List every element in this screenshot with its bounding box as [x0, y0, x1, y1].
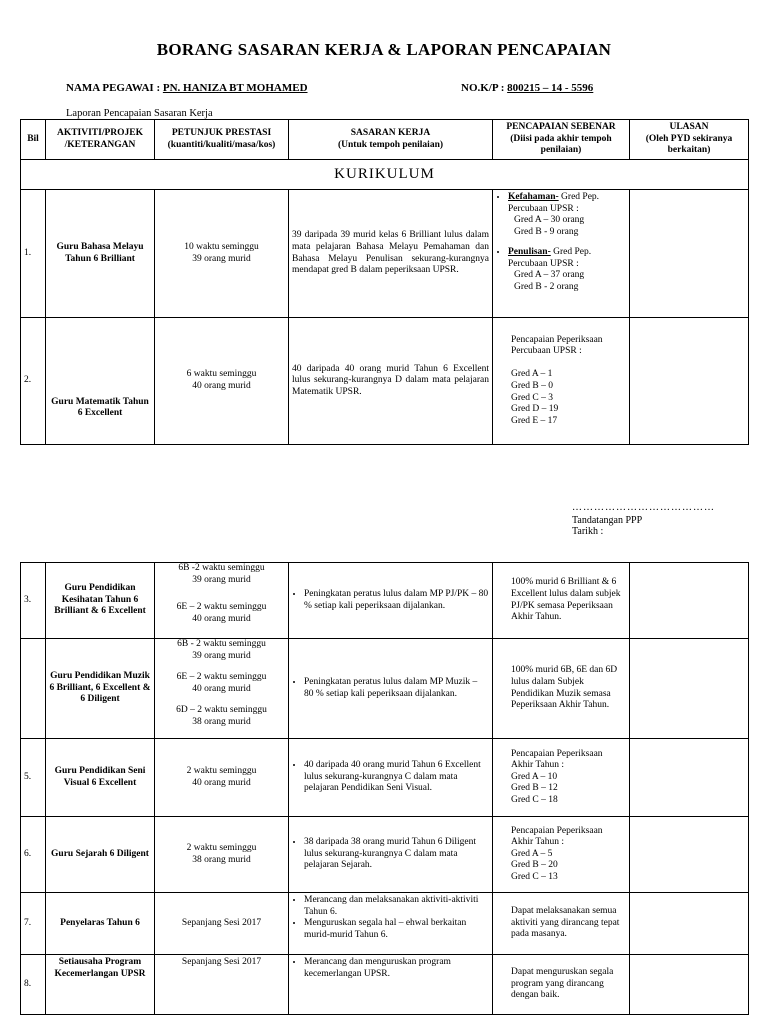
row6-p1b: 38 orang murid [192, 854, 251, 865]
row3-aktiviti: Guru Pendidikan Kesihatan Tahun 6 Brilliant & 6 Excellent [46, 563, 155, 639]
row5-p1: 2 waktu seminggu [186, 765, 257, 776]
row3-bil: 3. [21, 563, 46, 639]
row5-p-head: Pencapaian Peperiksaan Akhir Tahun : [511, 748, 603, 771]
row6-pencapaian [493, 817, 630, 893]
nokp [461, 82, 593, 94]
row6-grade-c: Gred C – 13 [511, 871, 558, 882]
table-row [21, 318, 749, 445]
header-sasaran-1: SASARAN KERJA [350, 127, 431, 138]
row5-bil: 5. [21, 739, 46, 817]
row7-sasaran [289, 893, 493, 955]
header-petunjuk [155, 120, 289, 160]
row2-petunjuk-1: 6 waktu seminggu [186, 369, 257, 380]
row5-pencapaian [493, 739, 630, 817]
row1-petunjuk-1: 10 waktu seminggu [184, 241, 259, 252]
header-row [21, 120, 749, 160]
row3-sasaran-item: • Peningkatan peratus lulus dalam MP PJ/PK – 80 % setiap kali peperiksaan dijalankan. [304, 589, 489, 612]
row6-ulasan [630, 817, 749, 893]
row7-sasaran-item-1: • Merancang dan melaksanakan aktiviti-aktiviti Tahun 6. [304, 895, 489, 918]
nokp-value: 800215 – 14 - 5596 [507, 82, 594, 94]
table-row [21, 190, 749, 318]
row4-pencapaian: 100% murid 6B, 6E dan 6D lulus dalam Subjek Pendidikan Muzik semasa Peperiksaan Akhir Tahun. [493, 639, 630, 739]
row6-grade-b: Gred B – 20 [511, 860, 558, 871]
row5-sasaran-item: • 40 daripada 40 orang murid Tahun 6 Excellent lulus sekurang-kurangnya C dalam mata pelajaran Pendidikan Seni Visual. [304, 760, 489, 795]
row6-p-head: Pencapaian Peperiksaan Akhir Tahun : [511, 825, 603, 848]
row1-ulasan [630, 190, 749, 318]
row5-ulasan [630, 739, 749, 817]
row7-sasaran-item-2: • Menguruskan segala hal – ehwal berkaitan murid-murid Tahun 6. [304, 918, 489, 941]
row1-bil: 1. [21, 190, 46, 318]
row4-p3: 6D – 2 waktu seminggu [176, 705, 267, 716]
row4-sasaran-item: • Peningkatan peratus lulus dalam MP Muzik – 80 % setiap kali peperiksaan dijalankan. [304, 677, 489, 700]
header-ulasan-2: (Oleh PYD sekiranya berkaitan) [645, 133, 733, 156]
row4-petunjuk [155, 639, 289, 739]
header-ulasan [630, 120, 749, 160]
row2-grade-b: Gred B – 0 [511, 381, 553, 391]
row4-p2b: 40 orang murid [192, 683, 251, 694]
row4-sasaran [289, 639, 493, 739]
header-bil: Bil [21, 120, 46, 160]
row1-petunjuk-2: 39 orang murid [192, 253, 251, 264]
row6-p1: 2 waktu seminggu [186, 842, 257, 853]
row3-p2: 6E – 2 waktu seminggu [176, 602, 267, 613]
row6-bil: 6. [21, 817, 46, 893]
signature-dots: ………………………………… [572, 502, 715, 513]
row1-p1-item [508, 192, 626, 215]
row1-p1-head: Kefahaman- [508, 192, 559, 202]
row2-petunjuk [155, 318, 289, 445]
row6-grade-a: Gred A – 5 [511, 848, 553, 859]
table-row [21, 739, 749, 817]
row2-grade-e: Gred E – 17 [511, 415, 558, 426]
row1-p1-a: Gred A – 30 orang [514, 215, 585, 226]
row1-p1-b: Gred B - 9 orang [514, 226, 579, 237]
header-pencapaian [493, 120, 630, 160]
row2-grade-a: Gred A – 1 [511, 369, 553, 380]
row4-p1: 6B - 2 waktu seminggu [177, 639, 266, 649]
row7-ulasan [630, 893, 749, 955]
row1-pencapaian [493, 190, 630, 318]
row8-sasaran [289, 955, 493, 1015]
row4-ulasan [630, 639, 749, 739]
row5-grade-a: Gred A – 10 [511, 771, 558, 782]
row7-petunjuk: Sepanjang Sesi 2017 [155, 893, 289, 955]
row3-p2b: 40 orang murid [192, 613, 251, 624]
row2-p-head: Pencapaian Peperiksaan Percubaan UPSR : [511, 334, 603, 357]
row4-p3b: 38 orang murid [192, 716, 251, 727]
header-pencapaian-2: (Diisi pada akhir tempoh penilaian) [510, 133, 612, 156]
row5-grade-c: Gred C – 18 [511, 794, 558, 805]
row2-grade-d: Gred D – 19 [511, 404, 559, 415]
section-row [21, 160, 749, 190]
nokp-label: NO.K/P : [461, 82, 505, 94]
row1-p1-rest: Gred Pep. Percubaan UPSR : [508, 192, 600, 214]
row2-aktiviti: Guru Matematik Tahun 6 Excellent [46, 318, 155, 445]
row5-aktiviti: Guru Pendidikan Seni Visual 6 Excellent [46, 739, 155, 817]
row2-pencapaian [493, 318, 630, 445]
table-part-1 [20, 119, 749, 445]
table-row [21, 955, 749, 1015]
nama-pegawai [66, 82, 308, 94]
row1-p2-item [508, 247, 626, 270]
row3-petunjuk [155, 563, 289, 639]
row5-sasaran [289, 739, 493, 817]
row1-sasaran: 39 daripada 39 murid kelas 6 Brilliant lulus dalam mata pelajaran Bahasa Melayu Pemahaman dan Bahasa Melayu Penulisan sekurang-kurangnya mendapat gred B dalam peperiksaan UPSR. [289, 190, 493, 318]
header-sasaran [289, 120, 493, 160]
row6-petunjuk [155, 817, 289, 893]
section-kurikulum: KURIKULUM [21, 160, 749, 190]
row8-ulasan [630, 955, 749, 1015]
row1-petunjuk [155, 190, 289, 318]
row7-aktiviti: Penyelaras Tahun 6 [46, 893, 155, 955]
row1-aktiviti: Guru Bahasa Melayu Tahun 6 Brilliant [46, 190, 155, 318]
row1-p2-rest: Gred Pep. Percubaan UPSR : [508, 247, 592, 269]
row5-grade-b: Gred B – 12 [511, 783, 558, 794]
row7-pencapaian: Dapat melaksanakan semua aktiviti yang dirancang tepat pada masanya. [493, 893, 630, 955]
row2-grade-c: Gred C – 3 [511, 392, 553, 403]
row5-petunjuk [155, 739, 289, 817]
row1-p2-head: Penulisan- [508, 247, 551, 258]
row8-bil: 8. [21, 955, 46, 1015]
row6-aktiviti: Guru Sejarah 6 Diligent [46, 817, 155, 893]
nama-label: NAMA PEGAWAI : [66, 82, 161, 94]
row6-sasaran-item: • 38 daripada 38 orang murid Tahun 6 Diligent lulus sekurang-kurangnya C dalam mata pelajaran Sejarah. [304, 837, 489, 872]
row1-p2-a: Gred A – 37 orang [514, 270, 585, 281]
subheading: Laporan Pencapaian Sasaran Kerja [66, 108, 213, 119]
signature-label: Tandatangan PPP [572, 515, 643, 526]
row3-p1: 6B -2 waktu seminggu [178, 563, 265, 573]
row7-bil: 7. [21, 893, 46, 955]
table-row [21, 563, 749, 639]
row8-petunjuk: Sepanjang Sesi 2017 [155, 955, 289, 1015]
header-aktiviti: AKTIVITI/PROJEK /KETERANGAN [46, 120, 155, 160]
header-ulasan-1: ULASAN [669, 122, 709, 133]
row3-ulasan [630, 563, 749, 639]
header-pencapaian-1: PENCAPAIAN SEBENAR [506, 122, 616, 133]
row4-p1b: 39 orang murid [192, 650, 251, 661]
table-row [21, 639, 749, 739]
row8-aktiviti: Setiausaha Program Kecemerlangan UPSR [46, 955, 155, 1015]
row3-p1b: 39 orang murid [192, 574, 251, 585]
row3-sasaran [289, 563, 493, 639]
header-petunjuk-1: PETUNJUK PRESTASI [171, 127, 272, 138]
signature-date: Tarikh : [572, 526, 604, 537]
table-row [21, 817, 749, 893]
nama-value: PN. HANIZA BT MOHAMED [162, 82, 308, 94]
row8-sasaran-item: • Merancang dan menguruskan program kecemerlangan UPSR. [304, 957, 489, 980]
header-petunjuk-2: (kuantiti/kualiti/masa/kos) [167, 139, 276, 150]
header-sasaran-2: (Untuk tempoh penilaian) [337, 139, 444, 150]
row2-ulasan [630, 318, 749, 445]
row2-bil: 2. [21, 318, 46, 445]
row5-p1b: 40 orang murid [192, 777, 251, 788]
table-row [21, 893, 749, 955]
row4-bil [21, 639, 46, 739]
row3-pencapaian: 100% murid 6 Brilliant & 6 Excellent lulus dalam subjek PJ/PK semasa Peperiksaan Akhir Tahun. [493, 563, 630, 639]
row4-aktiviti: Guru Pendidikan Muzik 6 Brilliant, 6 Excellent & 6 Diligent [46, 639, 155, 739]
row4-p2: 6E – 2 waktu seminggu [176, 672, 267, 683]
row2-petunjuk-2: 40 orang murid [192, 381, 251, 391]
row1-p2-b: Gred B - 2 orang [514, 282, 579, 293]
row2-sasaran: 40 daripada 40 orang murid Tahun 6 Excellent lulus sekurang-kurangnya D dalam mata pelajaran Matematik UPSR. [289, 318, 493, 445]
table-part-2 [20, 562, 749, 1015]
page-title: BORANG SASARAN KERJA & LAPORAN PENCAPAIAN [156, 40, 612, 59]
row6-sasaran [289, 817, 493, 893]
row8-pencapaian: Dapat menguruskan segala program yang dirancang dengan baik. [493, 955, 630, 1015]
